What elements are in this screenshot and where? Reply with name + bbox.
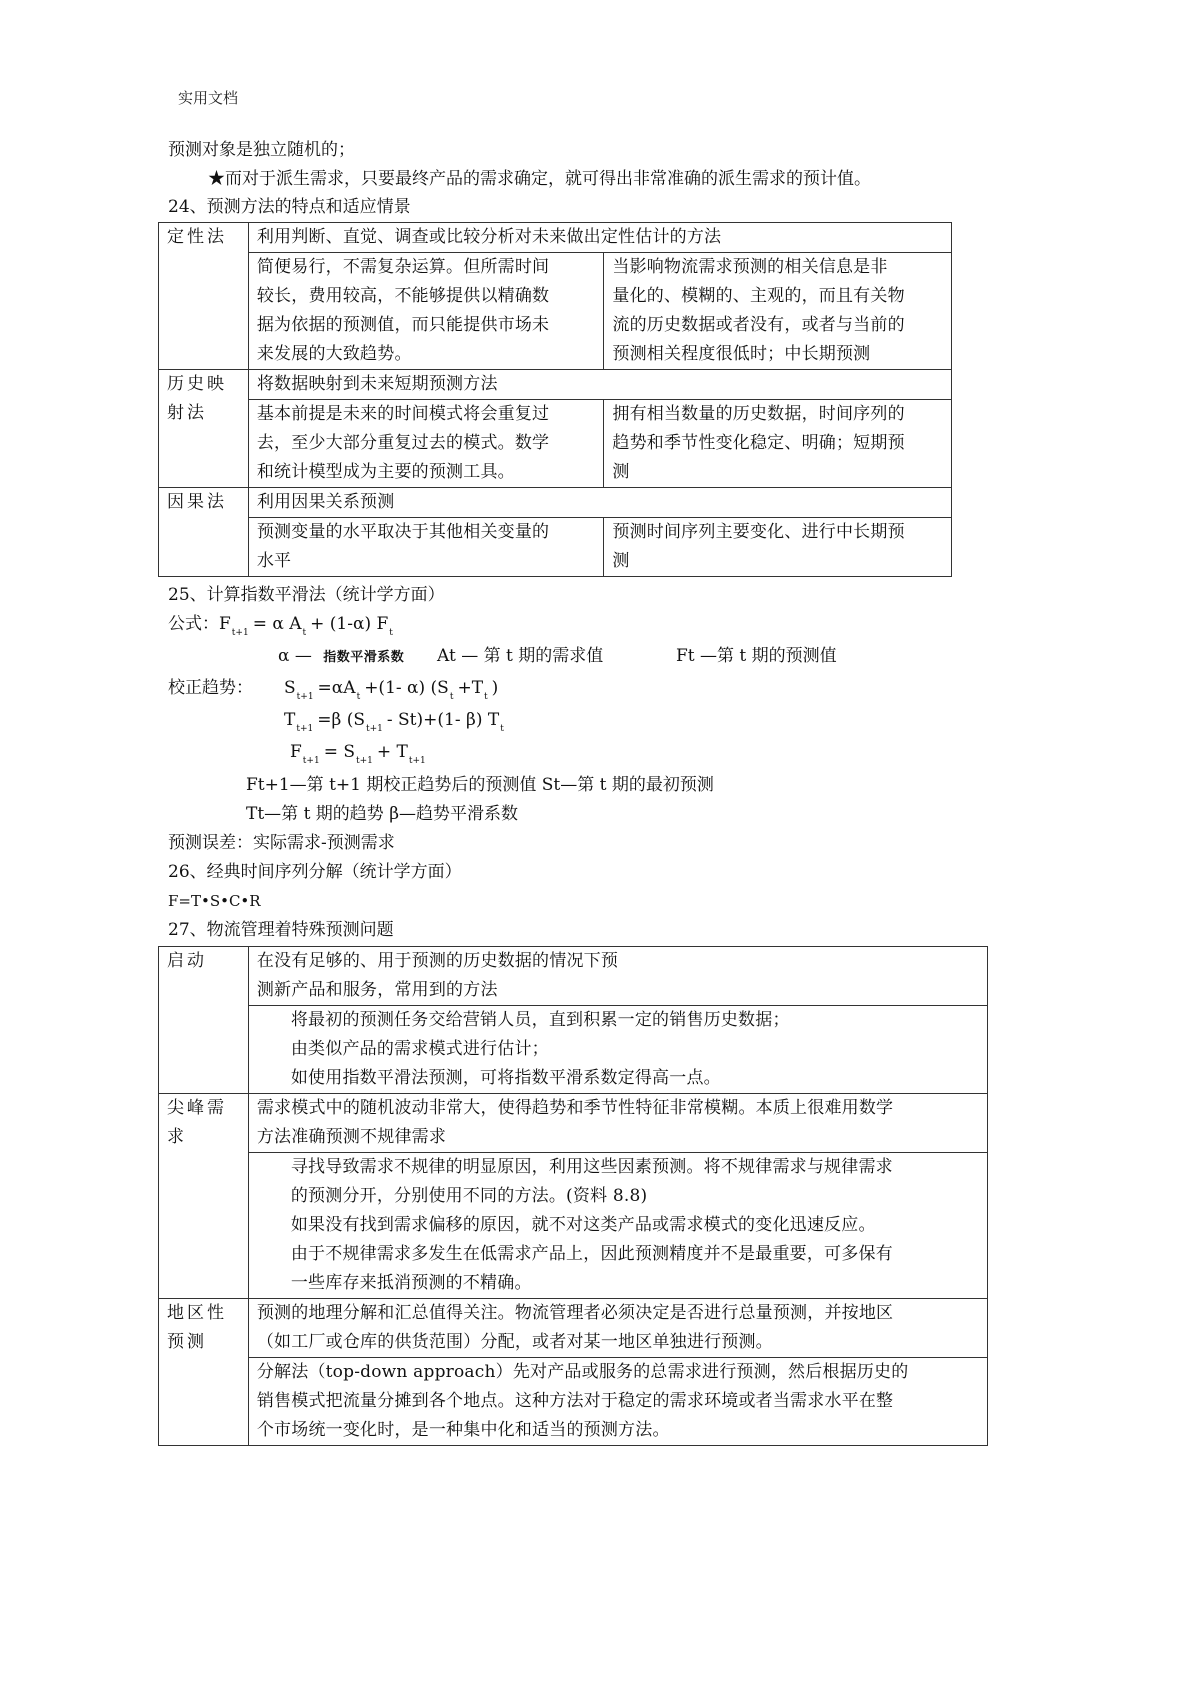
cell-line: 历史映 — [167, 374, 227, 394]
formula-F: F — [219, 614, 231, 634]
cell-line: 在没有足够的、用于预测的历史数据的情况下预 — [256, 951, 619, 971]
legend-alpha-note: 指数平滑系数 — [323, 650, 405, 665]
cell-line: 启动 — [167, 951, 207, 971]
eq3-sub: t+1 — [355, 756, 373, 766]
cell-line: 预测相关程度很低时；中长期预测 — [612, 344, 871, 364]
cell-line: 将最初的预测任务交给营销人员，直到积累一定的销售历史数据； — [290, 1010, 790, 1030]
cell-line: 去，至少大部分重复过去的模式。数学 — [256, 433, 550, 453]
eq1-part: ) — [491, 678, 499, 698]
cell-line: 来发展的大致趋势。 — [256, 344, 412, 364]
formula-eq: = α A — [252, 614, 302, 634]
table-row — [159, 1299, 988, 1358]
cell-line: 射法 — [167, 403, 207, 423]
table-row — [159, 1358, 988, 1446]
cell-line: 地区性 — [167, 1303, 227, 1323]
method-name-cell — [159, 370, 249, 488]
table-row — [159, 1094, 988, 1153]
formula-sub-t2: t — [389, 628, 393, 638]
cell-line: 较长，费用较高，不能够提供以精确数 — [256, 286, 550, 306]
cell-line: 预测 — [167, 1332, 207, 1352]
cell-line: 拥有相当数量的历史数据，时间序列的 — [612, 404, 905, 424]
table-row — [159, 488, 952, 518]
cell-line: 测新产品和服务，常用到的方法 — [256, 980, 498, 1000]
method-name-cell — [159, 223, 249, 370]
intro-line-2-star-note: ★而对于派生需求，只要最终产品的需求确定，就可得出非常准确的派生需求的预计值。 — [208, 169, 871, 189]
eq1-sub: t — [449, 692, 454, 702]
cell-line: 由类似产品的需求模式进行估计； — [290, 1039, 549, 1059]
table-row — [159, 518, 952, 577]
forecast-error-def: 预测误差：实际需求-预测需求 — [168, 833, 395, 853]
cell-line: 需求模式中的随机波动非常大，使得趋势和季节性特征非常模糊。本质上很难用数学 — [256, 1098, 894, 1118]
section-27-title: 27、物流管理着特殊预测问题 — [168, 920, 394, 940]
method-scenario-cell — [604, 518, 952, 577]
cell-line: 的预测分开，分别使用不同的方法。(资料 8.8) — [290, 1186, 648, 1206]
cell-line: 个市场统一变化时，是一种集中化和适当的预测方法。 — [256, 1420, 670, 1440]
trend-note-1: Ft+1—第 t+1 期校正趋势后的预测值 St—第 t 期的最初预测 — [246, 775, 714, 795]
section-24-title: 24、预测方法的特点和适应情景 — [168, 197, 411, 217]
table-row — [159, 1153, 988, 1299]
cell-line: 销售模式把流量分摊到各个地点。这种方法对于稳定的需求环境或者当需求水平在整 — [256, 1391, 894, 1411]
formula-label: 公式： — [168, 614, 219, 634]
method-features-cell — [248, 518, 604, 577]
eq1-part: +(1- α) (S — [364, 678, 449, 698]
cell-line: 预测变量的水平取决于其他相关变量的 — [256, 522, 550, 542]
method-features-cell — [248, 400, 604, 488]
section-25-title: 25、计算指数平滑法（统计学方面） — [168, 585, 445, 605]
eq1-part: +T — [457, 678, 484, 698]
eq3-part: = S — [323, 742, 355, 762]
legend-Ft: Ft —第 t 期的预测值 — [676, 646, 837, 666]
cell-line: 测 — [612, 551, 630, 571]
legend-alpha-symbol: α — — [278, 646, 312, 666]
method-definition-cell: 利用因果关系预测 — [248, 488, 951, 518]
cell-line: 定性法 — [167, 227, 227, 247]
cell-line: 预测的地理分解和汇总值得关注。物流管理者必须决定是否进行总量预测，并按地区 — [256, 1303, 894, 1323]
table-row — [159, 253, 952, 370]
eq2-sub: t — [500, 724, 504, 734]
smoothing-formula — [168, 613, 397, 638]
problem-approach-cell — [248, 1153, 987, 1299]
cell-line: 和统计模型成为主要的预测工具。 — [256, 462, 515, 482]
cell-line: （如工厂或仓库的供货范围）分配，或者对某一地区单独进行预测。 — [256, 1332, 773, 1352]
trend-equation-F — [290, 741, 430, 766]
eq3-sub: t+1 — [302, 756, 320, 766]
table-row — [159, 1006, 988, 1094]
cell-line: 量化的、模糊的、主观的，而且有关物 — [612, 286, 905, 306]
method-features-cell — [248, 253, 604, 370]
page-header-label: 实用文档 — [178, 89, 239, 107]
cell-line: 如使用指数平滑法预测，可将指数平滑系数定得高一点。 — [290, 1068, 721, 1088]
problem-approach-cell — [248, 1358, 987, 1446]
formula-sub-t1: t+1 — [231, 628, 249, 638]
eq1-sub: t — [356, 692, 361, 702]
cell-line: 因果法 — [167, 492, 227, 512]
forecast-methods-table — [158, 222, 952, 577]
formula-rest: + (1-α) F — [310, 614, 389, 634]
table-row — [159, 370, 952, 400]
eq3-part: F — [290, 742, 302, 762]
problem-description-cell — [248, 1094, 987, 1153]
eq2-part: - St)+(1- β) T — [386, 710, 500, 730]
eq1-sub: t — [484, 692, 488, 702]
legend-alpha — [278, 645, 404, 667]
cell-line: 分解法（top-down approach）先对产品或服务的总需求进行预测，然后根据历史的 — [256, 1362, 909, 1382]
problem-name-cell — [159, 1299, 249, 1446]
method-definition-cell: 将数据映射到未来短期预测方法 — [248, 370, 951, 400]
eq1-sub: t+1 — [296, 692, 314, 702]
cell-line: 流的历史数据或者没有，或者与当前的 — [612, 315, 905, 335]
section-26-title: 26、经典时间序列分解（统计学方面） — [168, 862, 462, 882]
intro-line-1: 预测对象是独立随机的； — [168, 140, 355, 160]
eq2-sub: t+1 — [366, 724, 383, 734]
special-forecast-problems-table — [158, 946, 988, 1446]
decomposition-formula: F=T•S•C•R — [168, 892, 261, 910]
formula-sub-t: t — [302, 628, 307, 638]
eq1-part: S — [284, 678, 296, 698]
method-definition-cell: 利用判断、直觉、调查或比较分析对未来做出定性估计的方法 — [248, 223, 951, 253]
eq2-part: =β (S — [317, 710, 365, 730]
cell-line: 尖峰需 — [167, 1098, 227, 1118]
cell-line: 寻找导致需求不规律的明显原因，利用这些因素预测。将不规律需求与规律需求 — [290, 1157, 893, 1177]
cell-line: 求 — [167, 1127, 187, 1147]
section-25 — [0, 581, 1191, 940]
cell-line: 由于不规律需求多发生在低需求产品上，因此预测精度并不是最重要，可多保有 — [290, 1244, 893, 1264]
cell-line: 一些库存来抵消预测的不精确。 — [290, 1273, 532, 1293]
trend-label: 校正趋势： — [168, 678, 253, 698]
legend-At: At — 第 t 期的需求值 — [437, 646, 604, 666]
table-row — [159, 947, 988, 1006]
cell-line: 测 — [612, 462, 630, 482]
trend-equation-T — [284, 709, 508, 734]
eq3-part: + T — [376, 742, 408, 762]
problem-name-cell — [159, 1094, 249, 1299]
method-name-cell — [159, 488, 249, 577]
eq3-sub: t+1 — [408, 756, 426, 766]
table-row — [159, 223, 952, 253]
cell-line: 当影响物流需求预测的相关信息是非 — [612, 257, 888, 277]
method-scenario-cell — [604, 400, 952, 488]
trend-note-2: Tt—第 t 期的趋势 β—趋势平滑系数 — [246, 804, 519, 824]
cell-line: 趋势和季节性变化稳定、明确；短期预 — [612, 433, 905, 453]
eq2-sub: t+1 — [296, 724, 314, 734]
problem-name-cell — [159, 947, 249, 1094]
cell-line: 基本前提是未来的时间模式将会重复过 — [256, 404, 550, 424]
cell-line: 如果没有找到需求偏移的原因，就不对这类产品或需求模式的变化迅速反应。 — [290, 1215, 876, 1235]
cell-line: 方法准确预测不规律需求 — [256, 1127, 447, 1147]
cell-line: 水平 — [256, 551, 292, 571]
method-scenario-cell — [604, 253, 952, 370]
cell-line: 简便易行，不需复杂运算。但所需时间 — [256, 257, 550, 277]
cell-line: 预测时间序列主要变化、进行中长期预 — [612, 522, 905, 542]
eq1-part: =αA — [317, 678, 356, 698]
table-row — [159, 400, 952, 488]
cell-line: 据为依据的预测值，而只能提供市场未 — [256, 315, 550, 335]
trend-equation-S — [284, 677, 498, 702]
problem-approach-cell — [248, 1006, 987, 1094]
problem-description-cell — [248, 1299, 987, 1358]
eq2-part: T — [284, 710, 296, 730]
problem-description-cell — [248, 947, 987, 1006]
